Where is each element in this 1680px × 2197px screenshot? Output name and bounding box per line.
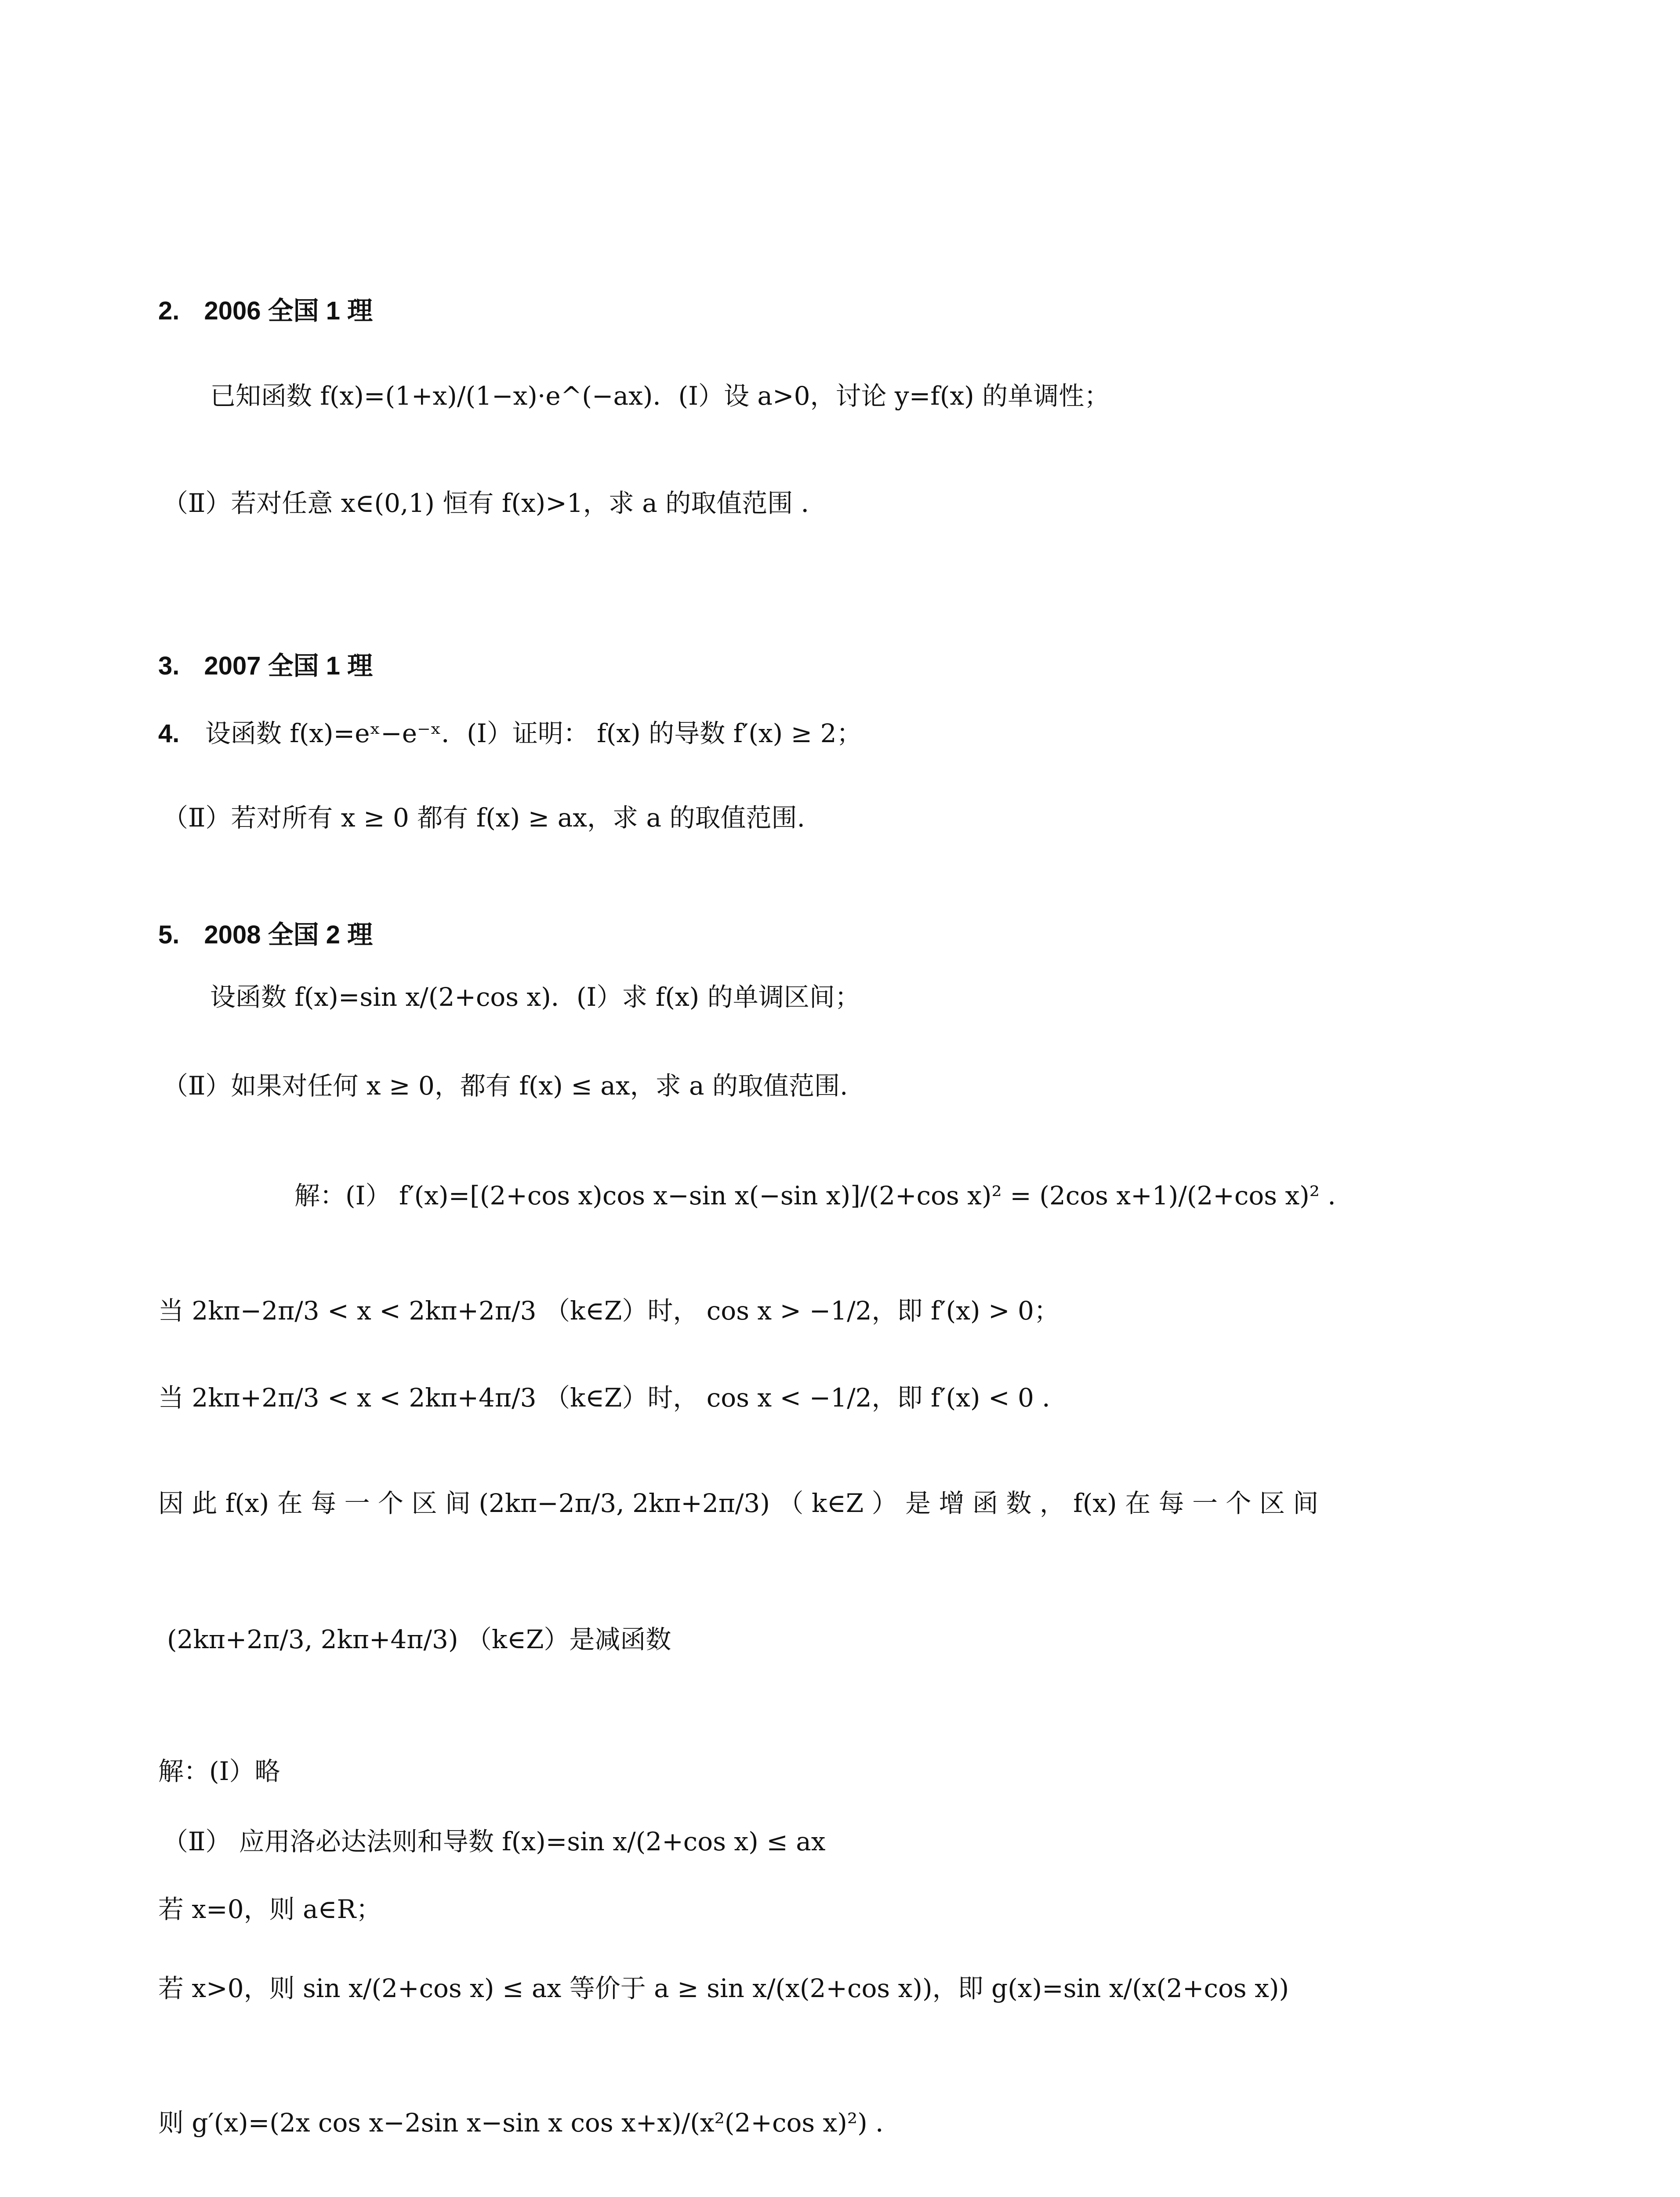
solution-case-x-positive: 若 x>0，则 sin x/(2+cos x) ≤ ax 等价于 a ≥ sin x/(x(2+cos x))，即 g(x)=sin x/(x(2+cos x)) [158, 1973, 1289, 2003]
problem-4-line-1 [158, 720, 862, 748]
solution-decreasing-interval: (2kπ+2π/3, 2kπ+4π/3) （k∈Z）是减函数 [167, 1624, 671, 1654]
solution-case-x-zero: 若 x=0，则 a∈R； [158, 1894, 382, 1924]
problem-5-header [158, 921, 373, 949]
problem-number: 4. [158, 719, 180, 748]
problem-3-header [158, 652, 373, 680]
solution-part-1-omitted: 解：(Ⅰ）略 [158, 1756, 280, 1786]
problem-4-line-2: （Ⅱ）若对所有 x ≥ 0 都有 f(x) ≥ ax，求 a 的取值范围. [163, 803, 805, 833]
solution-derivative: 解：(Ⅰ） f′(x)=[(2+cos x)cos x−sin x(−sin x)]/(2+cos x)² = (2cos x+1)/(2+cos x)² ． [294, 1181, 1353, 1211]
problem-number: 2. [158, 297, 180, 325]
problem-2-header [158, 297, 373, 325]
solution-part-2-intro: （Ⅱ） 应用洛必达法则和导数 f(x)=sin x/(2+cos x) ≤ ax [163, 1827, 826, 1856]
problem-number: 5. [158, 921, 180, 949]
problem-source: 2008 全国 2 理 [204, 921, 373, 949]
problem-source: 2006 全国 1 理 [204, 297, 373, 325]
problem-2-line-1: 已知函数 f(x)=(1+x)/(1−x)·e^(−ax)．(Ⅰ）设 a>0，讨论 y=f(x) 的单调性； [210, 381, 1110, 411]
solution-decreasing-condition: 当 2kπ+2π/3 < x < 2kπ+4π/3 （k∈Z）时， cos x < −1/2，即 f′(x) < 0 ． [158, 1383, 1068, 1413]
problem-text: 设函数 f(x)=eˣ−e⁻ˣ．(Ⅰ）证明： f(x) 的导数 f′(x) ≥ 2； [205, 718, 862, 748]
problem-number: 3. [158, 652, 180, 680]
problem-5-line-1: 设函数 f(x)=sin x/(2+cos x)．(Ⅰ）求 f(x) 的单调区间； [210, 982, 860, 1012]
problem-2-line-2: （Ⅱ）若对任意 x∈(0,1) 恒有 f(x)>1，求 a 的取值范围 ． [163, 488, 827, 518]
solution-g-derivative: 则 g′(x)=(2x cos x−2sin x−sin x cos x+x)/(x²(2+cos x)²) ． [158, 2108, 901, 2138]
problem-source: 2007 全国 1 理 [204, 652, 373, 680]
solution-increasing-interval: 因 此 f(x) 在 每 一 个 区 间 (2kπ−2π/3, 2kπ+2π/3) （ k∈Z ） 是 增 函 数 ， f(x) 在 每 一 个 区 间 [158, 1488, 1319, 1518]
problem-5-line-2: （Ⅱ）如果对任何 x ≥ 0，都有 f(x) ≤ ax，求 a 的取值范围. [163, 1071, 848, 1101]
solution-increasing-condition: 当 2kπ−2π/3 < x < 2kπ+2π/3 （k∈Z）时， cos x > −1/2，即 f′(x) > 0； [158, 1296, 1060, 1326]
